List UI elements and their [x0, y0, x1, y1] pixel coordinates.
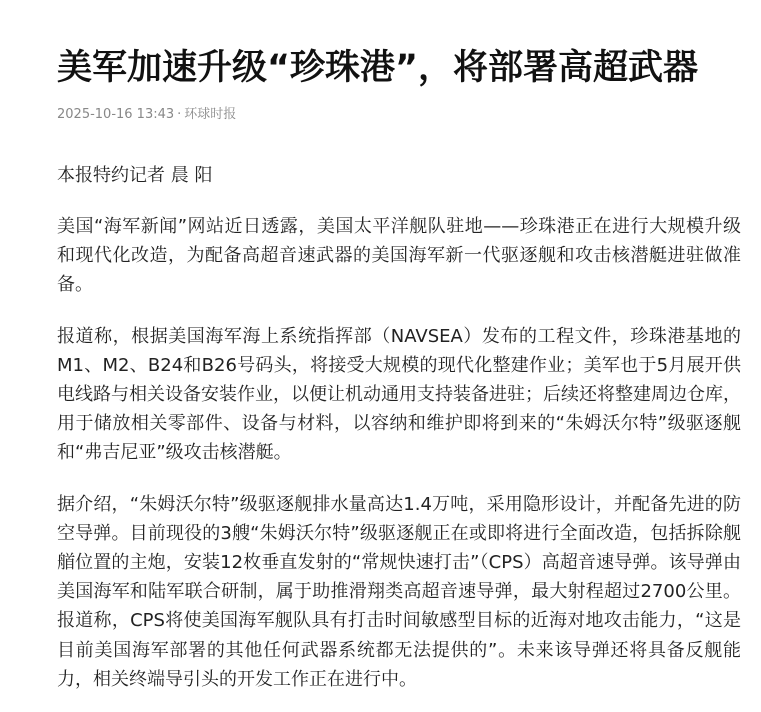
byline: 本报特约记者 晨 阳	[57, 165, 213, 186]
publish-date: 2025-10-16 13:43	[57, 107, 175, 122]
paragraph-2: 报道称，根据美国海军海上系统指挥部（NAVSEA）发布的工程文件，珍珠港基地的M1、M2、B24和B26号码头，将接受大规模的现代化整建作业；美军也于5月展开供电线路与相关设备安装作业，以便让机动通用支持装备进驻；后续还将整建周边仓库，用于储放相关零部件、设备与材料，以容纳和维护即将到来的“朱姆沃尔特”级驱逐舰和“弗吉尼亚”级攻击核潜艇。	[57, 325, 741, 464]
meta-separator: ·	[177, 107, 182, 122]
paragraph-3: 据介绍，“朱姆沃尔特”级驱逐舰排水量高达1.4万吨，采用隐形设计，并配备先进的防空导弹。目前现役的3艘“朱姆沃尔特”级驱逐舰正在或即将进行全面改造，包括拆除舰艏位置的主炮，安装12枚垂直发射的“常规快速打击”（CPS）高超音速导弹。该导弹由美国海军和陆军联合研制，属于助推滑翔类高超音速导弹，最大射程超过2700公里。报道称，CPS将使美国海军舰队具有打击时间敏感型目标的近海对地攻击能力，“这是目前美国海军部署的其他任何武器系统都无法提供的”。未来该导弹还将具备反舰能力，相关终端导引头的开发工作正在进行中。	[57, 493, 741, 690]
source-link[interactable]: 环球时报	[184, 107, 237, 122]
article-title: 美军加速升级“珍珠港”，将部署高超武器	[57, 48, 699, 88]
article-meta	[57, 106, 741, 124]
paragraph-1: 美国“海军新闻”网站近日透露，美国太平洋舰队驻地——珍珠港正在进行大规模升级和现代化改造，为配备高超音速武器的美国海军新一代驱逐舰和攻击核潜艇进驻做准备。	[57, 216, 741, 296]
article	[57, 0, 741, 694]
